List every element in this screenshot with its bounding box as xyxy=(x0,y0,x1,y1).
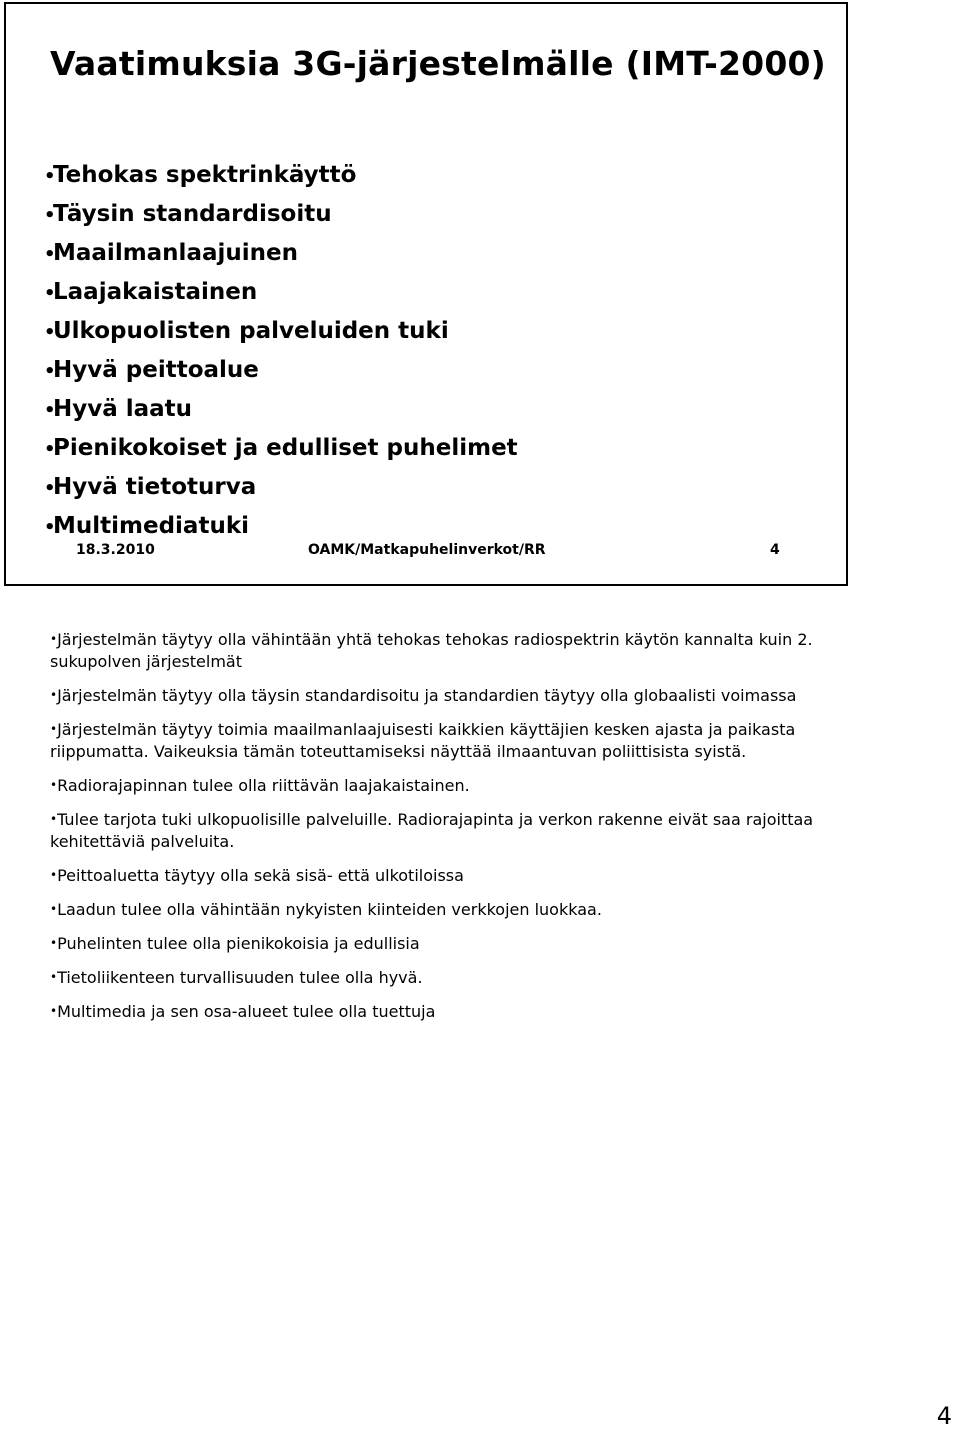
slide-bullet: •Laajakaistainen xyxy=(44,273,518,312)
note-item: •Tulee tarjota tuki ulkopuolisille palveluille. Radiorajapinta ja verkon rakenne eivät saa rajoittaa kehitettäviä palveluita. xyxy=(50,810,814,851)
slide-bullet: •Pienikokoiset ja edulliset puhelimet xyxy=(44,429,518,468)
bullet-icon: • xyxy=(44,322,56,343)
slide-bullet: •Hyvä tietoturva xyxy=(44,468,518,507)
footer-source: OAMK/Matkapuhelinverkot/RR xyxy=(308,542,546,558)
note-item: •Järjestelmän täytyy olla täysin standardisoitu ja standardien täytyy olla globaalisti voimassa xyxy=(50,686,797,705)
bullet-icon: • xyxy=(50,970,58,984)
slide-bullet: •Tehokas spektrinkäyttö xyxy=(44,156,518,195)
bullet-icon: • xyxy=(50,868,58,882)
bullet-icon: • xyxy=(44,400,56,421)
slide-bullet: •Täysin standardisoitu xyxy=(44,195,518,234)
page-number: 4 xyxy=(936,1402,952,1430)
slide-bullet: •Ulkopuolisten palveluiden tuki xyxy=(44,312,518,351)
bullet-icon: • xyxy=(50,1004,58,1018)
note-item: •Tietoliikenteen turvallisuuden tulee olla hyvä. xyxy=(50,968,423,987)
speaker-notes xyxy=(50,628,830,1034)
note-item: •Peittoaluetta täytyy olla sekä sisä- että ulkotiloissa xyxy=(50,866,464,885)
slide-frame xyxy=(4,2,848,586)
bullet-icon: • xyxy=(44,478,56,499)
bullet-icon: • xyxy=(44,166,56,187)
slide-bullet: •Hyvä peittoalue xyxy=(44,351,518,390)
bullet-icon: • xyxy=(50,812,58,826)
bullet-icon: • xyxy=(50,688,58,702)
slide-title: Vaatimuksia 3G-järjestelmälle (IMT-2000) xyxy=(50,44,826,83)
bullet-icon: • xyxy=(44,205,56,226)
slide-bullet-list xyxy=(44,156,518,546)
bullet-icon: • xyxy=(44,283,56,304)
footer-slide-number: 4 xyxy=(770,542,780,558)
bullet-icon: • xyxy=(44,361,56,382)
bullet-icon: • xyxy=(44,517,56,538)
note-item: •Radiorajapinnan tulee olla riittävän laajakaistainen. xyxy=(50,776,470,795)
note-item: •Järjestelmän täytyy toimia maailmanlaajuisesti kaikkien käyttäjien kesken ajasta ja paikasta riippumatta. Vaikeuksia tämän toteuttamiseksi näyttää ilmaantuvan poliittisista syistä. xyxy=(50,720,796,761)
note-item: •Järjestelmän täytyy olla vähintään yhtä tehokas tehokas radiospektrin käytön kannalta kuin 2. sukupolven järjestelmät xyxy=(50,630,813,671)
bullet-icon: • xyxy=(44,439,56,460)
bullet-icon: • xyxy=(50,778,58,792)
slide-bullet: •Multimediatuki xyxy=(44,507,518,546)
bullet-icon: • xyxy=(50,902,58,916)
note-item: •Puhelinten tulee olla pienikokoisia ja edullisia xyxy=(50,934,420,953)
bullet-icon: • xyxy=(50,722,58,736)
note-item: •Multimedia ja sen osa-alueet tulee olla tuettuja xyxy=(50,1002,436,1021)
slide-bullet: •Maailmanlaajuinen xyxy=(44,234,518,273)
footer-date: 18.3.2010 xyxy=(76,542,155,558)
slide-bullet: •Hyvä laatu xyxy=(44,390,518,429)
slide-footer xyxy=(6,542,846,566)
bullet-icon: • xyxy=(50,632,58,646)
bullet-icon: • xyxy=(44,244,56,265)
bullet-icon: • xyxy=(50,936,58,950)
note-item: •Laadun tulee olla vähintään nykyisten kiinteiden verkkojen luokkaa. xyxy=(50,900,602,919)
